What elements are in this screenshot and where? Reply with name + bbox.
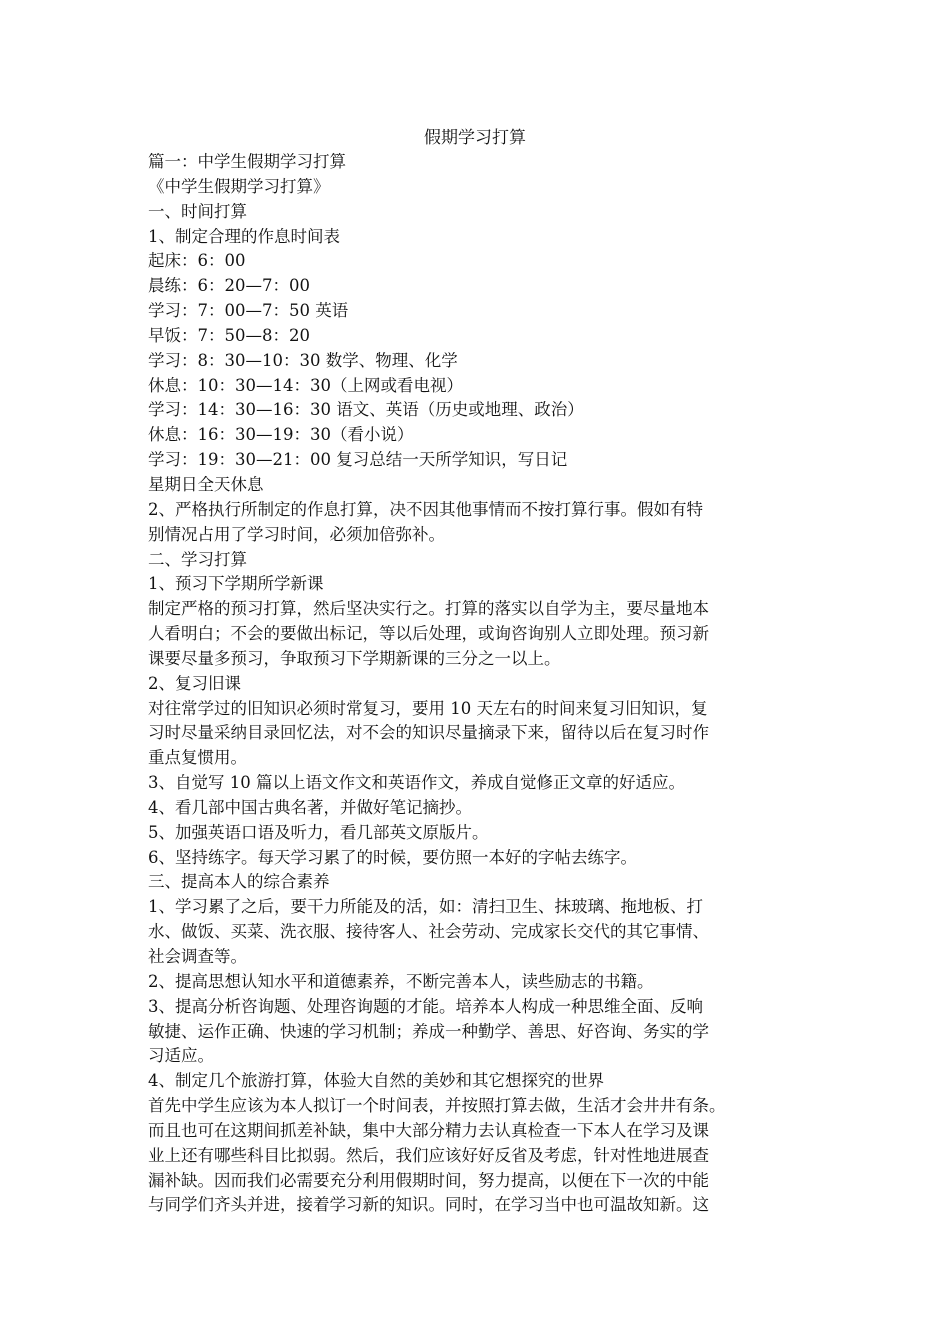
text-line: 3、自觉写 10 篇以上语文作文和英语作文，养成自觉修正文章的好适应。 <box>148 773 685 793</box>
text-line: 2、严格执行所制定的作息打算，决不因其他事情而不按打算行事。假如有特 <box>148 499 703 519</box>
text-line: 人看明白；不会的要做出标记，等以后处理，或询咨询别人立即处理。预习新 <box>148 624 709 644</box>
text-line: 2、复习旧课 <box>148 673 241 693</box>
text-line: 课要尽量多预习，争取预习下学期新课的三分之一以上。 <box>148 648 561 668</box>
text-line: 学习：7：00—7：50 英语 <box>148 301 349 321</box>
text-line: 6、坚持练字。每天学习累了的时候，要仿照一本好的字帖去练字。 <box>148 847 637 867</box>
text-line: 而且也可在这期间抓差补缺，集中大部分精力去认真检查一下本人在学习及课 <box>148 1120 709 1140</box>
text-line: 1、制定合理的作息时间表 <box>148 226 340 246</box>
text-line: 学习：8：30—10：30 数学、物理、化学 <box>148 350 458 370</box>
text-line: 水、做饭、买菜、洗衣服、接待客人、社会劳动、完成家长交代的其它事情、 <box>148 922 709 942</box>
text-line: 起床：6：00 <box>148 251 246 271</box>
text-line: 学习：14：30—16：30 语文、英语（历史或地理、政治） <box>148 400 584 420</box>
text-line: 对往常学过的旧知识必须时常复习，要用 10 天左右的时间来复习旧知识，复 <box>148 698 708 718</box>
text-line: 首先中学生应该为本人拟订一个时间表，并按照打算去做，生活才会井井有条。 <box>148 1096 726 1116</box>
text-line: 漏补缺。因而我们必需要充分利用假期时间，努力提高，以便在下一次的中能 <box>148 1170 709 1190</box>
text-line: 重点复惯用。 <box>148 748 247 768</box>
text-line: 晨练：6：20—7：00 <box>148 276 310 296</box>
text-line: 1、预习下学期所学新课 <box>148 574 324 594</box>
document-title: 假期学习打算 <box>424 128 526 148</box>
text-line: 早饭：7：50—8：20 <box>148 325 310 345</box>
text-line: 休息：16：30—19：30（看小说） <box>148 425 414 445</box>
text-line: 4、看几部中国古典名著，并做好笔记摘抄。 <box>148 797 472 817</box>
text-line: 4、制定几个旅游打算，体验大自然的美妙和其它想探究的世界 <box>148 1071 604 1091</box>
text-line: 篇一：中学生假期学习打算 <box>148 152 346 171</box>
text-line: 《中学生假期学习打算》 <box>148 176 330 196</box>
text-line: 习时尽量采纳目录回忆法，对不会的知识尽量摘录下来，留待以后在复习时作 <box>148 723 709 743</box>
text-line: 社会调查等。 <box>148 947 247 966</box>
text-line: 敏捷、运作正确、快速的学习机制；养成一种勤学、善思、好咨询、务实的学 <box>148 1021 709 1041</box>
text-line: 制定严格的预习打算，然后坚决实行之。打算的落实以自学为主，要尽量地本 <box>148 599 709 619</box>
text-line: 别情况占用了学习时间，必须加倍弥补。 <box>148 524 445 544</box>
text-line: 休息：10：30—14：30（上网或看电视） <box>148 375 463 395</box>
text-line: 5、加强英语口语及听力，看几部英文原版片。 <box>148 822 489 842</box>
text-line: 二、学习打算 <box>148 549 247 569</box>
text-line: 业上还有哪些科目比拟弱。然后，我们应该好好反省及考虑，针对性地进展查 <box>148 1145 709 1165</box>
text-line: 与同学们齐头并进，接着学习新的知识。同时，在学习当中也可温故知新。这 <box>148 1195 709 1215</box>
text-line: 3、提高分析咨询题、处理咨询题的才能。培养本人构成一种思维全面、反响 <box>148 996 703 1016</box>
text-line: 三、提高本人的综合素养 <box>148 872 330 892</box>
text-line: 一、时间打算 <box>148 201 247 221</box>
text-line: 1、学习累了之后，要干力所能及的活，如：清扫卫生、抹玻璃、拖地板、打 <box>148 897 703 917</box>
text-line: 2、提高思想认知水平和道德素养，不断完善本人，读些励志的书籍。 <box>148 971 654 991</box>
document-body <box>148 150 813 1218</box>
text-line: 学习：19：30—21：00 复习总结一天所学知识，写日记 <box>148 450 568 470</box>
text-line: 星期日全天休息 <box>148 474 264 494</box>
text-line: 习适应。 <box>148 1046 214 1066</box>
